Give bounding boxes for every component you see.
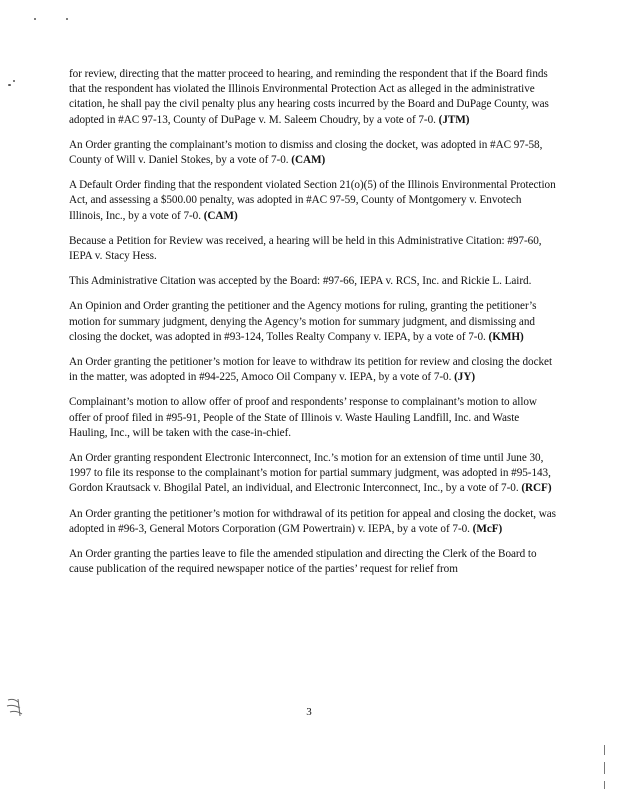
paragraph xyxy=(69,234,557,264)
paragraph-text: This Administrative Citation was accepted by the Board: #97-66, IEPA v. RCS, Inc. and Rickie L. Laird. xyxy=(69,275,532,288)
paragraph xyxy=(69,507,557,537)
paragraph xyxy=(69,299,557,345)
paragraph-text: An Order granting the parties leave to file the amended stipulation and directing the Clerk of the Board to cause publication of the required newspaper notice of the parties’ request for relief from xyxy=(69,548,537,576)
document-body xyxy=(69,67,557,587)
paragraph xyxy=(69,395,557,441)
paragraph-initials: (RCF) xyxy=(521,482,552,495)
paragraph-text: for review, directing that the matter proceed to hearing, and reminding the respondent that if the Board finds that the respondent has violated the Illinois Environmental Protection Act as alleged in the administrative citation, he shall pay the civil penalty plus any hearing costs incurred by the Board and DuPage County, was adopted in #AC 97-13, County of DuPage v. M. Saleem Choudry, by a vote of 7-0. xyxy=(69,68,549,126)
paragraph-initials: (KMH) xyxy=(488,330,524,343)
scan-edge-mark xyxy=(604,781,605,789)
scan-edge-mark xyxy=(604,745,605,755)
scan-speck xyxy=(66,18,68,20)
paragraph-text: Complainant’s motion to allow offer of proof and respondents’ response to complainant’s motion to allow offer of proof filed in #95-91, People of the State of Illinois v. Waste Hauling Landfill, Inc. and Waste Hauling, Inc., will be taken with the case-in-chief. xyxy=(69,396,537,439)
paragraph-text: An Order granting the petitioner’s motion for withdrawal of its petition for appeal and closing the docket, was adopted in #96-3, General Motors Corporation (GM Powertrain) v. IEPA, by a vote of 7-0. xyxy=(69,507,556,535)
paragraph xyxy=(69,178,557,224)
paragraph-text: An Order granting the petitioner’s motion for leave to withdraw its petition for review and closing the docket in the matter, was adopted in #94-225, Amoco Oil Company v. IEPA, by a vote of 7-0. xyxy=(69,356,552,384)
paragraph-text: Because a Petition for Review was received, a hearing will be held in this Administrative Citation: #97-60, IEPA v. Stacy Hess. xyxy=(69,234,542,263)
paragraph-text: An Order granting respondent Electronic Interconnect, Inc.’s motion for an extension of time until June 30, 1997 to file its response to the complainant’s motion for partial summary judgment, was adopted in #95-143, Gordon Krautsack v. Bhogilal Patel, an individual, and Electronic Interconnect, Inc., by a vote of 7-0. xyxy=(69,452,551,495)
scan-speck xyxy=(13,80,15,82)
paragraph xyxy=(69,138,557,168)
paragraph xyxy=(69,274,557,289)
paragraph-initials: (JTM) xyxy=(438,113,470,126)
paragraph xyxy=(69,355,557,385)
scan-edge-mark xyxy=(604,762,605,774)
scan-speck xyxy=(34,18,36,20)
paragraph-initials: (McF) xyxy=(472,522,503,535)
paragraph xyxy=(69,451,557,497)
paragraph xyxy=(69,547,557,577)
paragraph-text: A Default Order finding that the respondent violated Section 21(o)(5) of the Illinois Environmental Protection Act, and assessing a $500.00 penalty, was adopted in #AC 97-59, County of Montgomery v. Envotech Illinois, Inc., by a vote of 7-0. xyxy=(69,179,556,222)
paragraph-initials: (CAM) xyxy=(203,209,238,222)
page-number: 3 xyxy=(306,706,312,718)
paragraph-initials: (CAM) xyxy=(291,154,326,167)
paragraph-initials: (JY) xyxy=(454,371,476,384)
paragraph-text: An Opinion and Order granting the petitioner and the Agency motions for ruling, granting the petitioner’s motion for summary judgment, denying the Agency’s motion for summary judgment, and dismissing and closing the docket, was adopted in #93-124, Tolles Realty Company v. IEPA, by a vote of 7-0. xyxy=(69,300,537,343)
paragraph-text: An Order granting the complainant’s motion to dismiss and closing the docket, was adopted in #AC 97-58, County of Will v. Daniel Stokes, by a vote of 7-0. xyxy=(69,138,543,167)
paragraph xyxy=(69,67,557,128)
scan-speck xyxy=(8,84,11,86)
